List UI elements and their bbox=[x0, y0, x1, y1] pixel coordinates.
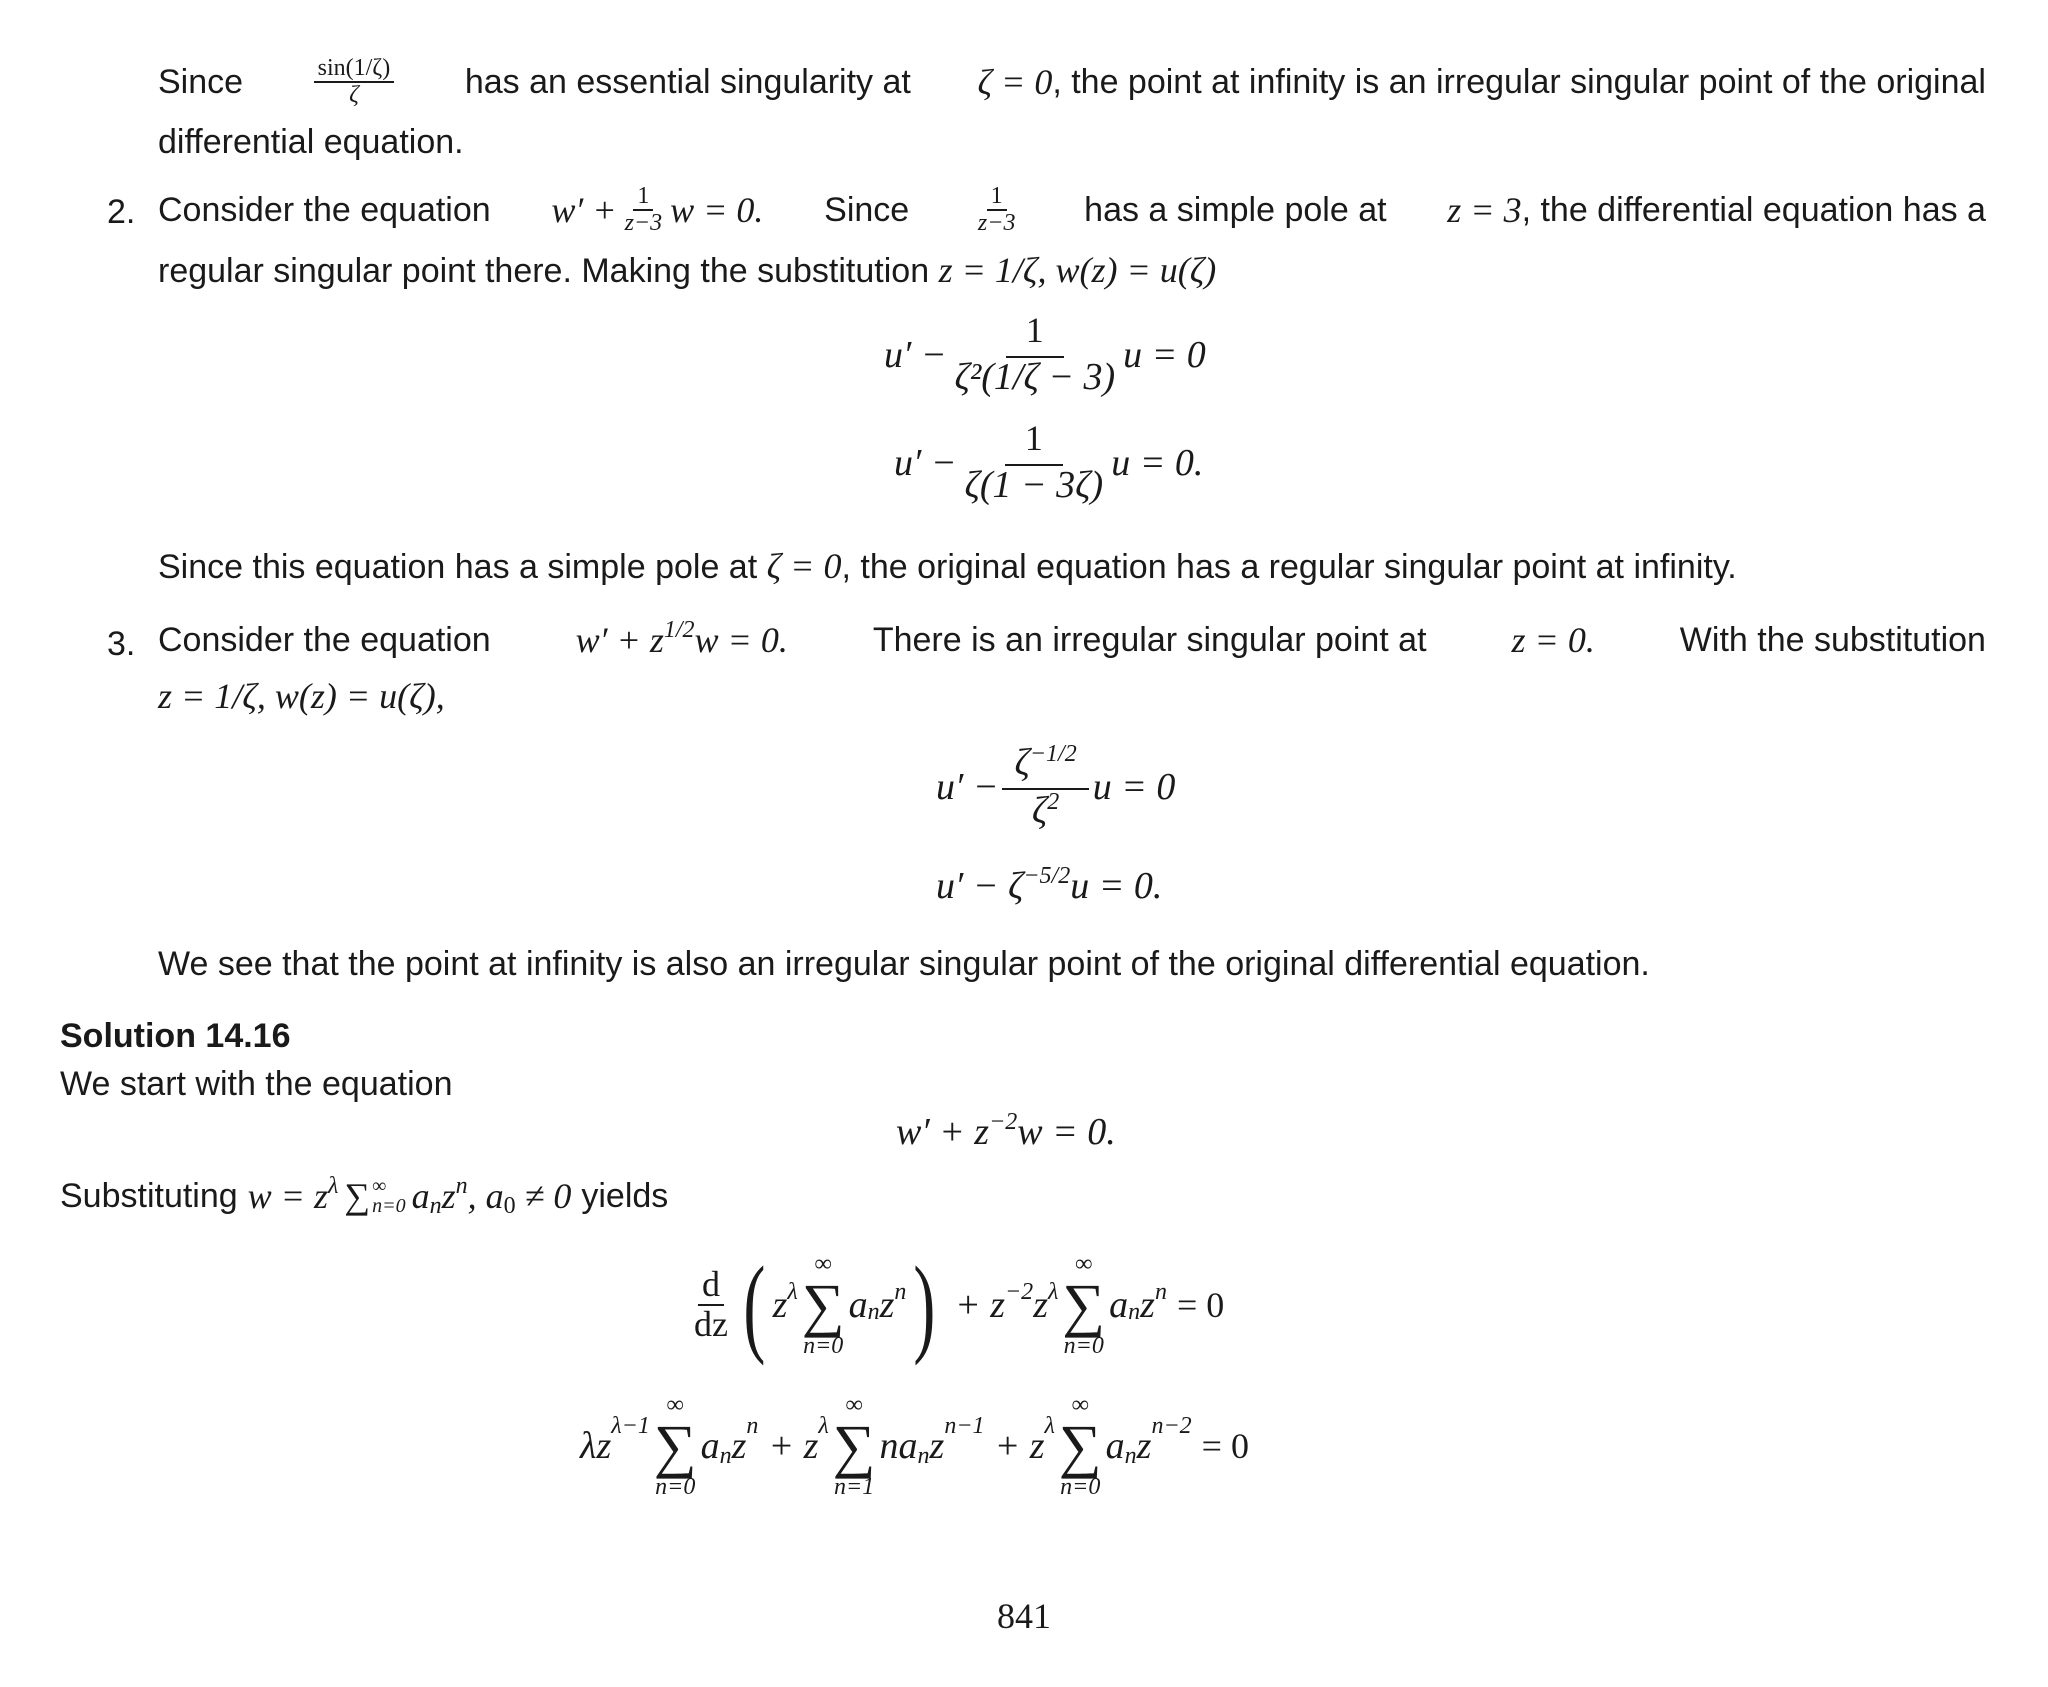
sum-symbol: ∑ bbox=[801, 1272, 845, 1338]
numerator: 1 bbox=[1006, 312, 1064, 358]
subscript: n bbox=[719, 1443, 732, 1469]
math: ζ bbox=[1014, 741, 1030, 784]
sum-lower: n=0 bbox=[372, 1195, 406, 1217]
text-group bbox=[1447, 188, 1986, 232]
item2-conclusion bbox=[158, 544, 1737, 589]
big-equation-1 bbox=[686, 1244, 1225, 1366]
math: + z bbox=[768, 1425, 819, 1467]
math: a bbox=[1105, 1425, 1125, 1467]
math: z bbox=[441, 1176, 456, 1216]
left-paren: ( bbox=[743, 1244, 766, 1366]
subscript: 0 bbox=[503, 1193, 516, 1219]
text: Since bbox=[158, 63, 244, 102]
text: Since bbox=[824, 191, 910, 230]
math: + z bbox=[955, 1284, 1005, 1326]
sum-lower: n=1 bbox=[834, 1474, 875, 1500]
math: u′ − bbox=[936, 765, 999, 808]
sum bbox=[1059, 1392, 1102, 1500]
superscript: 1/2 bbox=[663, 617, 695, 643]
superscript: n bbox=[1154, 1279, 1167, 1305]
fraction bbox=[974, 184, 1020, 236]
item2-number: 2. bbox=[107, 193, 136, 231]
math: z bbox=[1136, 1425, 1152, 1467]
fraction bbox=[950, 312, 1119, 398]
text: Since this equation has a simple pole at bbox=[158, 548, 758, 586]
item3-equation-2 bbox=[936, 864, 1162, 908]
math: a bbox=[1109, 1284, 1129, 1326]
text-group bbox=[977, 60, 1986, 104]
math: = 0 bbox=[1201, 1426, 1249, 1466]
math: ≠ 0 bbox=[515, 1176, 572, 1216]
math: u = 0 bbox=[1092, 765, 1176, 808]
denominator bbox=[1028, 790, 1063, 832]
sum-limits bbox=[372, 1176, 406, 1216]
denominator: ζ(1 − 3ζ) bbox=[964, 463, 1104, 506]
solution-equation bbox=[896, 1110, 1116, 1154]
superscript: −2 bbox=[1004, 1279, 1034, 1305]
math: z = 0. bbox=[1511, 620, 1595, 660]
item2-equation-2 bbox=[894, 420, 1203, 506]
math: z bbox=[731, 1425, 747, 1467]
math: λz bbox=[580, 1425, 612, 1467]
superscript: n bbox=[746, 1413, 759, 1439]
denominator: ζ²(1/ζ − 3) bbox=[954, 355, 1116, 398]
math: na bbox=[879, 1425, 918, 1467]
denominator: z−3 bbox=[977, 210, 1016, 237]
text: With the substitution bbox=[1679, 621, 1986, 659]
subscript: n bbox=[1124, 1443, 1137, 1469]
item3-equation-1 bbox=[936, 742, 1175, 831]
text: regular singular point there. Making the substitution bbox=[158, 252, 930, 290]
text: , the original equation has a regular singular point at infinity. bbox=[841, 548, 1737, 586]
superscript: n−2 bbox=[1151, 1413, 1192, 1439]
subscript: n bbox=[917, 1443, 930, 1469]
superscript: n bbox=[455, 1173, 468, 1199]
numerator: sin(1/ζ) bbox=[314, 56, 395, 83]
math: u = 0. bbox=[1070, 865, 1163, 907]
subscript: n bbox=[1128, 1299, 1141, 1325]
math: z bbox=[929, 1425, 945, 1467]
math: w′ + bbox=[551, 190, 617, 231]
math: u = 0 bbox=[1123, 333, 1206, 376]
math: w = 0. bbox=[670, 190, 764, 231]
denominator: ζ bbox=[349, 82, 359, 109]
math: + z bbox=[994, 1425, 1045, 1467]
math: z = 3 bbox=[1447, 190, 1522, 231]
sum-upper: ∞ bbox=[845, 1392, 863, 1418]
math: u′ − ζ bbox=[936, 865, 1024, 907]
superscript: λ bbox=[787, 1279, 798, 1305]
right-paren: ) bbox=[913, 1244, 936, 1366]
fraction bbox=[1002, 742, 1088, 831]
sum bbox=[802, 1251, 845, 1359]
math bbox=[576, 618, 788, 662]
derivative-operator bbox=[690, 1266, 732, 1344]
sum-symbol: ∑ bbox=[344, 1176, 371, 1216]
item3-conclusion: We see that the point at infinity is also an irregular singular point of the original differential equation. bbox=[158, 945, 1650, 983]
item3-number: 3. bbox=[107, 625, 136, 663]
numerator: d bbox=[698, 1266, 724, 1306]
sum-symbol: ∑ bbox=[653, 1413, 697, 1479]
big-equation-2 bbox=[580, 1392, 1249, 1500]
superscript: −1/2 bbox=[1029, 741, 1077, 767]
math: w = 0. bbox=[694, 620, 788, 660]
math: ζ = 0 bbox=[766, 546, 842, 586]
item3-line1 bbox=[158, 618, 1986, 662]
sum-upper: ∞ bbox=[666, 1392, 684, 1418]
fraction bbox=[960, 420, 1107, 506]
sum-symbol: ∑ bbox=[1058, 1413, 1102, 1479]
text: Consider the equation bbox=[158, 621, 491, 659]
math: u′ − bbox=[884, 333, 947, 376]
numerator: 1 bbox=[633, 184, 653, 211]
math-group bbox=[551, 184, 763, 236]
superscript: λ bbox=[1044, 1413, 1055, 1439]
math: a bbox=[411, 1176, 430, 1216]
math: u′ − bbox=[894, 441, 957, 484]
item2-equation-1 bbox=[884, 312, 1206, 398]
superscript: n−1 bbox=[944, 1413, 985, 1439]
math: z = 1/ζ, w(z) = u(ζ) bbox=[938, 250, 1217, 290]
numerator: 1 bbox=[987, 184, 1007, 211]
math bbox=[248, 1174, 572, 1218]
text: Consider the equation bbox=[158, 191, 491, 230]
math: ζ bbox=[1031, 789, 1048, 832]
sum-lower: n=0 bbox=[1063, 1333, 1104, 1359]
text: There is an irregular singular point at bbox=[872, 621, 1427, 659]
item2-line2 bbox=[158, 248, 1216, 293]
denominator: dz bbox=[694, 1304, 728, 1344]
sum-upper: ∞ bbox=[814, 1251, 832, 1277]
superscript: λ bbox=[328, 1173, 339, 1199]
math: z bbox=[772, 1284, 788, 1326]
p1-line1 bbox=[158, 56, 1986, 108]
sum-upper: ∞ bbox=[1075, 1251, 1093, 1277]
fraction bbox=[314, 56, 395, 108]
math: u = 0. bbox=[1111, 441, 1204, 484]
sum-lower: n=0 bbox=[655, 1474, 696, 1500]
math: z bbox=[1140, 1284, 1155, 1326]
text: yields bbox=[581, 1177, 669, 1215]
page-number: 841 bbox=[997, 1596, 1051, 1636]
math: w = z bbox=[247, 1176, 328, 1216]
sum-symbol: ∑ bbox=[1062, 1272, 1106, 1338]
text: Substituting bbox=[60, 1177, 238, 1215]
math: , a bbox=[467, 1176, 504, 1216]
text: , the point at infinity is an irregular singular point of the original bbox=[1052, 63, 1986, 102]
superscript: λ−1 bbox=[611, 1413, 650, 1439]
item2-line1 bbox=[158, 184, 1986, 236]
math: w′ + z bbox=[896, 1111, 990, 1153]
fraction bbox=[621, 184, 667, 236]
inline-sum bbox=[344, 1174, 405, 1218]
text: has an essential singularity at bbox=[464, 63, 911, 102]
item3-line2: z = 1/ζ, w(z) = u(ζ), bbox=[158, 676, 445, 716]
solution-heading: Solution 14.16 bbox=[60, 1017, 291, 1055]
superscript: 2 bbox=[1047, 788, 1060, 815]
text: , the differential equation has a bbox=[1521, 191, 1986, 230]
substitution-line bbox=[60, 1174, 668, 1218]
sum bbox=[833, 1392, 876, 1500]
math: z bbox=[879, 1284, 895, 1326]
superscript: λ bbox=[1047, 1279, 1059, 1305]
superscript: λ bbox=[818, 1413, 829, 1439]
math: z bbox=[1033, 1284, 1048, 1326]
math: w′ + z bbox=[575, 620, 664, 660]
sum-lower: n=0 bbox=[1060, 1474, 1101, 1500]
solution-intro: We start with the equation bbox=[60, 1065, 453, 1103]
math: a bbox=[700, 1425, 720, 1467]
numerator: 1 bbox=[1005, 420, 1063, 466]
numerator bbox=[1002, 742, 1088, 790]
math: ζ = 0 bbox=[977, 62, 1053, 103]
denominator: z−3 bbox=[624, 210, 663, 237]
math: = 0 bbox=[1176, 1285, 1225, 1325]
sum bbox=[654, 1392, 697, 1500]
text: has a simple pole at bbox=[1084, 191, 1387, 230]
sum-upper: ∞ bbox=[1071, 1392, 1089, 1418]
superscript: n bbox=[894, 1279, 907, 1305]
superscript: −2 bbox=[989, 1109, 1018, 1135]
sum-lower: n=0 bbox=[803, 1333, 844, 1359]
subscript: n bbox=[429, 1193, 442, 1219]
sum-symbol: ∑ bbox=[832, 1413, 876, 1479]
p1-line2: differential equation. bbox=[158, 123, 464, 161]
superscript: −5/2 bbox=[1023, 863, 1071, 889]
subscript: n bbox=[867, 1299, 880, 1325]
sum bbox=[1062, 1251, 1105, 1359]
math: a bbox=[848, 1284, 868, 1326]
sum-upper: ∞ bbox=[372, 1175, 387, 1197]
math: w = 0. bbox=[1017, 1111, 1116, 1153]
